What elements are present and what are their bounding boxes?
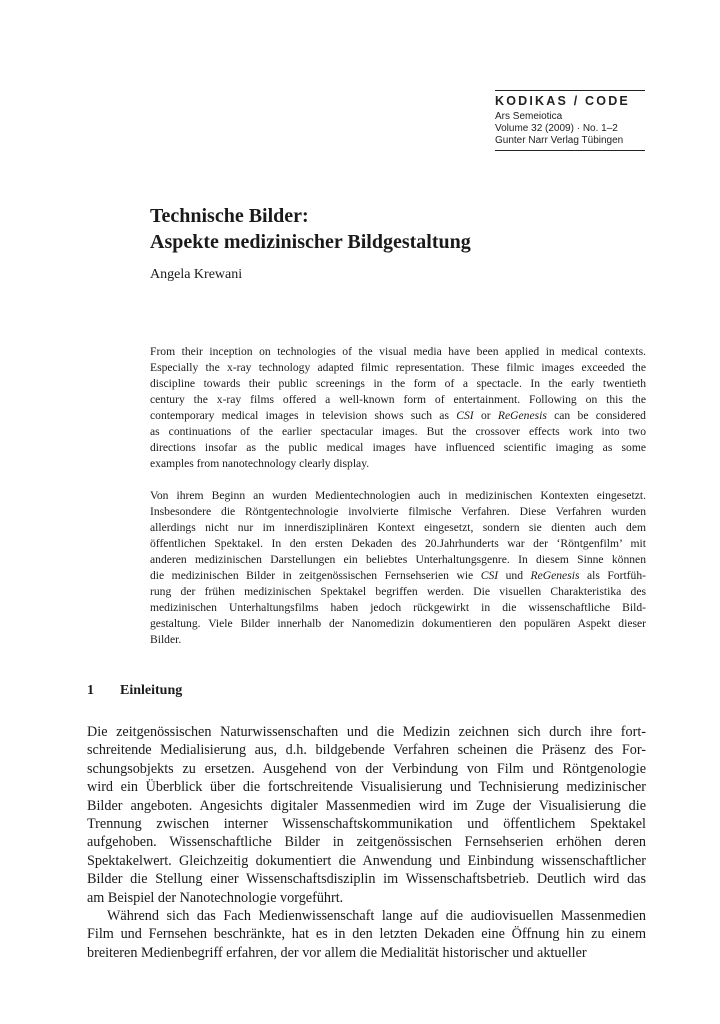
- text-line: schungsobjekts zu ersetzen. Ausgehend von der Verbindung von Film und Röntgenologie: [87, 760, 646, 777]
- journal-volume: Volume 32 (2009) · No. 1–2: [495, 123, 618, 134]
- article-title-line-1: Technische Bilder:: [150, 205, 309, 227]
- text-line: Während sich das Fach Medienwissenschaft lange auf die audiovisuellen Massenmedien: [107, 908, 646, 925]
- text-line: am Beispiel der Nanotechnologie vorgeführt.: [87, 889, 344, 906]
- abstract-english: [150, 344, 646, 472]
- text-line: rung der frühen medizinischen Spektakel begriffen werden. Die visuellen Charakteristika des: [150, 585, 646, 598]
- journal-publisher: Gunter Narr Verlag Tübingen: [495, 135, 624, 146]
- italic-title: CSI: [480, 569, 499, 582]
- text-line: century the x-ray films offered a well-known form of entertainment. Following on this the: [150, 393, 646, 406]
- text-line: Bilder die Stellung einer Wissenschaftsdisziplin im Wissenschaftsbetrieb. Deutlich wird das: [87, 871, 646, 888]
- text-line: medizinischen Unterhaltungsfilms haben jedoch rückgewirkt in die wissenschaftliche Bild-: [150, 601, 646, 614]
- text-line: aufgehoben. Wissenschaftliche Bilder in zeitgenössischen Fernsehserien erhöhen deren: [87, 834, 646, 851]
- text-line: Bilder.: [150, 633, 182, 646]
- body-text: [87, 723, 646, 962]
- journal-info-box: [495, 90, 645, 151]
- text-line: From their inception on technologies of the visual media have been applied in medical contexts.: [150, 345, 646, 358]
- abstract: [150, 344, 646, 648]
- text-line: allerdings nicht nur im innerdisziplinären Kontext eingesetzt, sondern sie dienten auch dem: [150, 521, 646, 534]
- text-line: anderen medizinischen Darstellungen ein beliebtes Unterhaltungsgenre. In diesem Sinne können: [150, 553, 646, 566]
- article-author: Angela Krewani: [150, 267, 243, 282]
- text-line: Film und Fernsehen beschränkte, hat es in den letzten Dekaden eine Öffnung hin zu einem: [87, 926, 646, 943]
- text-line: Von ihrem Beginn an wurden Medientechnologien auch in medizinischen Kontexten eingesetzt.: [150, 489, 646, 502]
- text-line: gestaltung. Viele Bilder innerhalb der Nanomedizin dokumentieren den populären Aspekt dieser: [150, 617, 646, 630]
- journal-bottom-rule: [495, 150, 645, 151]
- text-line: as continuations of the earlier spectacular images. But the crossover effects work into two: [150, 425, 646, 438]
- article-title: [150, 203, 471, 255]
- text-line: Especially the x-ray technology adapted filmic representation. These filmic images exceeded the: [150, 361, 646, 374]
- text-line: breiteren Medienbegriff erfahren, der vor allem die Medialität historischer und aktueller: [87, 944, 587, 961]
- section-heading: [87, 683, 182, 699]
- section-number: 1: [87, 683, 94, 698]
- italic-title: CSI: [456, 409, 474, 422]
- journal-name: KODIKAS / CODE: [495, 94, 630, 108]
- text-line: discipline towards their public screenings in the form of a spectacle. In the early twentieth: [150, 377, 646, 390]
- text-line: wird ein Überblick über die fortschreitende Visualisierung und Technisierung medizinischer: [87, 779, 646, 796]
- article-title-line-2: Aspekte medizinischer Bildgestaltung: [150, 231, 471, 253]
- text-line: Die zeitgenössischen Naturwissenschaften und die Medizin zeichnen sich durch ihre fort-: [87, 724, 646, 740]
- text-line: Spektakelwert. Gleichzeitig dokumentiert die Anwendung und Einbindung wissenschaftlicher: [87, 852, 646, 869]
- italic-title: ReGenesis: [530, 569, 580, 582]
- text-line: Trennung zwischen interner Wissenschaftskommunikation und öffentlichem Spektakel: [87, 816, 646, 833]
- journal-meta: [495, 111, 645, 147]
- section-title: Einleitung: [120, 683, 183, 698]
- text-line: directions insofar as the public medical images have influenced scientific imaging as some: [150, 441, 646, 454]
- text-line: öffentlichen Spektakel. In den ersten Dekaden des 20.Jahrhunderts war der ‘Röntgenfilm’ mit: [150, 537, 646, 550]
- text-line: examples from nanotechnology clearly display.: [150, 457, 370, 470]
- abstract-german: [150, 488, 646, 648]
- text-line: contemporary medical images in television shows such as CSI or ReGenesis can be considered: [150, 409, 646, 422]
- text-line: Bilder angeboten. Angesichts digitaler Massenmedien wird im Zuge der Visualisierung die: [87, 797, 646, 814]
- journal-series: Ars Semeiotica: [495, 111, 563, 122]
- text-line: schreitende Medialisierung aus, d.h. bildgebende Verfahren scheinen die Präsenz des For-: [87, 742, 646, 759]
- text-line: die medizinischen Bilder in zeitgenössischen Fernsehserien wie CSI und ReGenesis als Fortfüh-: [150, 569, 646, 582]
- text-line: Insbesondere die Röntgentechnologie involvierte filmische Verfahren. Diese Verfahren wurden: [150, 505, 646, 518]
- italic-title: ReGenesis: [497, 409, 547, 422]
